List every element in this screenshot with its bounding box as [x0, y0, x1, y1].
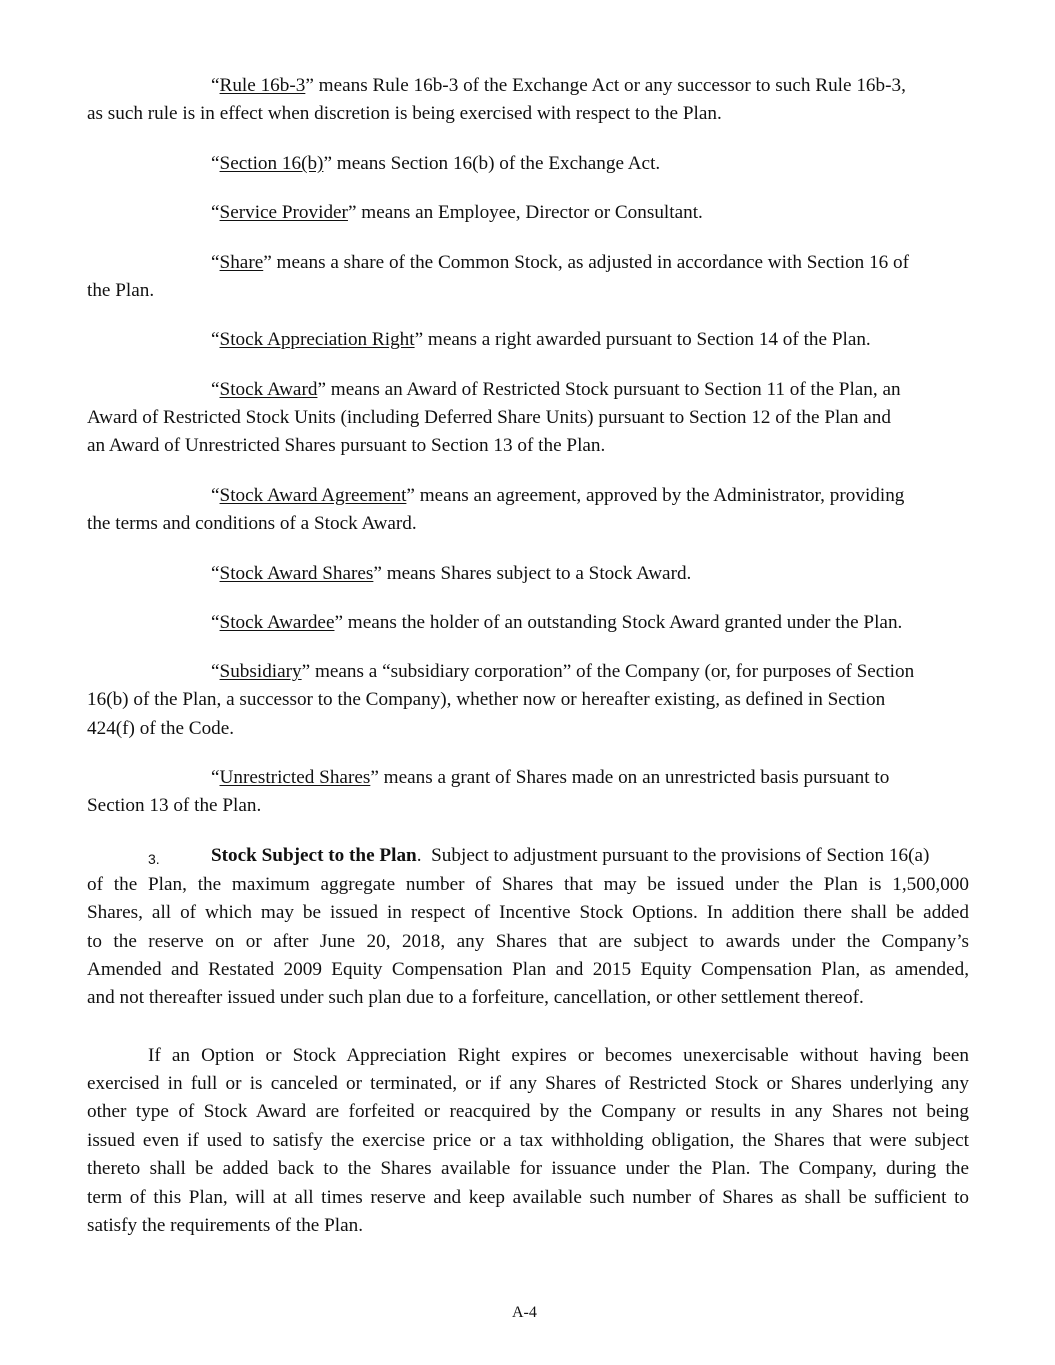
definition-text: means an Award of Restricted Stock pursuant to Section 11 of the Plan, an: [325, 379, 901, 400]
definition-text: 424(f) of the Code.: [87, 718, 235, 739]
definition-text: means a “subsidiary corporation” of the Company (or, for purposes of Section: [310, 661, 915, 682]
definition-service-provider: “Service Provider” means an Employee, Director or Consultant.: [211, 202, 703, 223]
definition-text: the terms and conditions of a Stock Award.: [87, 513, 417, 534]
page-number: A-4: [512, 1304, 537, 1321]
definition-text: Award of Restricted Stock Units (including Deferred Share Units) pursuant to Section 12 of the Plan and: [87, 407, 891, 428]
section-heading: Stock Subject to the Plan: [211, 845, 417, 866]
definition-share: “Share” means a share of the Common Stock, as adjusted in accordance with Section 16 of: [211, 252, 910, 273]
section-text: of the Plan, the maximum aggregate number of Shares that may be issued under the Plan is 1,500,000: [87, 874, 969, 895]
defined-term: Stock Award Agreement: [219, 485, 407, 506]
definition-unrestricted-shares: “Unrestricted Shares” means a grant of Shares made on an unrestricted basis pursuant to: [211, 767, 890, 788]
definition-text: means an agreement, approved by the Administrator, providing: [414, 485, 905, 506]
paragraph-text: exercised in full or is canceled or terminated, or if any Shares of Restricted Stock or Shares underlying any: [87, 1073, 969, 1094]
definition-text: means a share of the Common Stock, as adjusted in accordance with Section 16 of: [271, 252, 910, 273]
definition-stock-awardee: “Stock Awardee” means the holder of an outstanding Stock Award granted under the Plan.: [211, 612, 903, 633]
paragraph-text: satisfy the requirements of the Plan.: [87, 1215, 364, 1236]
section-text: Amended and Restated 2009 Equity Compensation Plan and 2015 Equity Compensation Plan, as amended,: [87, 959, 969, 980]
definition-text: as such rule is in effect when discretion is being exercised with respect to the Plan.: [87, 103, 722, 124]
paragraph-text: term of this Plan, will at all times reserve and keep available such number of Shares as shall be sufficient to: [87, 1187, 969, 1208]
definition-text: an Award of Unrestricted Shares pursuant to Section 13 of the Plan.: [87, 435, 606, 456]
section-text: . Subject to adjustment pursuant to the provisions of Section 16(a): [416, 845, 930, 866]
definition-text: means Shares subject to a Stock Award.: [381, 563, 692, 584]
definition-stock-appreciation-right: “Stock Appreciation Right” means a right awarded pursuant to Section 14 of the Plan.: [211, 329, 871, 350]
section-text: Shares, all of which may be issued in respect of Incentive Stock Options. In addition there shall be added: [87, 902, 969, 923]
section-text: to the reserve on or after June 20, 2018, any Shares that are subject to awards under the Company’s: [87, 931, 969, 952]
definition-text: the Plan.: [87, 280, 155, 301]
definition-text: means Section 16(b) of the Exchange Act.: [331, 153, 661, 174]
defined-term: Unrestricted Shares: [219, 767, 371, 788]
defined-term: Stock Awardee: [219, 612, 335, 633]
section-3-first-line: [211, 845, 929, 867]
paragraph-text: If an Option or Stock Appreciation Right expires or becomes unexercisable without having been: [148, 1045, 969, 1066]
definition-text: Section 13 of the Plan.: [87, 795, 262, 816]
paragraph-text: issued even if used to satisfy the exercise price or a tax withholding obligation, the Shares that were subject: [87, 1130, 969, 1151]
definition-text: means Rule 16b-3 of the Exchange Act or any successor to such Rule 16b-3,: [313, 75, 906, 96]
definition-stock-award: “Stock Award” means an Award of Restricted Stock pursuant to Section 11 of the Plan, an: [211, 379, 901, 400]
definition-text: means a grant of Shares made on an unrestricted basis pursuant to: [378, 767, 890, 788]
defined-term: Rule 16b-3: [219, 75, 306, 96]
defined-term: Service Provider: [219, 202, 348, 223]
definition-rule-16b-3: “Rule 16b-3” means Rule 16b-3 of the Exchange Act or any successor to such Rule 16b-3,: [211, 75, 906, 96]
definition-text: means an Employee, Director or Consultant.: [356, 202, 703, 223]
section-number: 3.: [148, 851, 160, 867]
definition-stock-award-agreement: “Stock Award Agreement” means an agreement, approved by the Administrator, providing: [211, 485, 905, 506]
defined-term: Section 16(b): [219, 153, 324, 174]
defined-term: Stock Award: [219, 379, 318, 400]
section-text: and not thereafter issued under such plan due to a forfeiture, cancellation, or other settlement thereof.: [87, 987, 864, 1008]
definition-text: means the holder of an outstanding Stock Award granted under the Plan.: [343, 612, 903, 633]
defined-term: Share: [219, 252, 264, 273]
paragraph-text: other type of Stock Award are forfeited or reacquired by the Company or results in any Shares not being: [87, 1101, 969, 1122]
defined-term: Subsidiary: [219, 661, 302, 682]
definition-stock-award-shares: “Stock Award Shares” means Shares subject to a Stock Award.: [211, 563, 692, 584]
definition-text: means a right awarded pursuant to Section 14 of the Plan.: [423, 329, 871, 350]
defined-term: Stock Appreciation Right: [219, 329, 415, 350]
definition-section-16b: “Section 16(b)” means Section 16(b) of the Exchange Act.: [211, 153, 661, 174]
definition-text: 16(b) of the Plan, a successor to the Company), whether now or hereafter existing, as defined in Section: [87, 689, 886, 710]
paragraph-text: thereto shall be added back to the Shares available for issuance under the Plan. The Company, during the: [87, 1158, 969, 1179]
defined-term: Stock Award Shares: [219, 563, 374, 584]
definition-subsidiary: “Subsidiary” means a “subsidiary corporation” of the Company (or, for purposes of Section: [211, 661, 915, 682]
